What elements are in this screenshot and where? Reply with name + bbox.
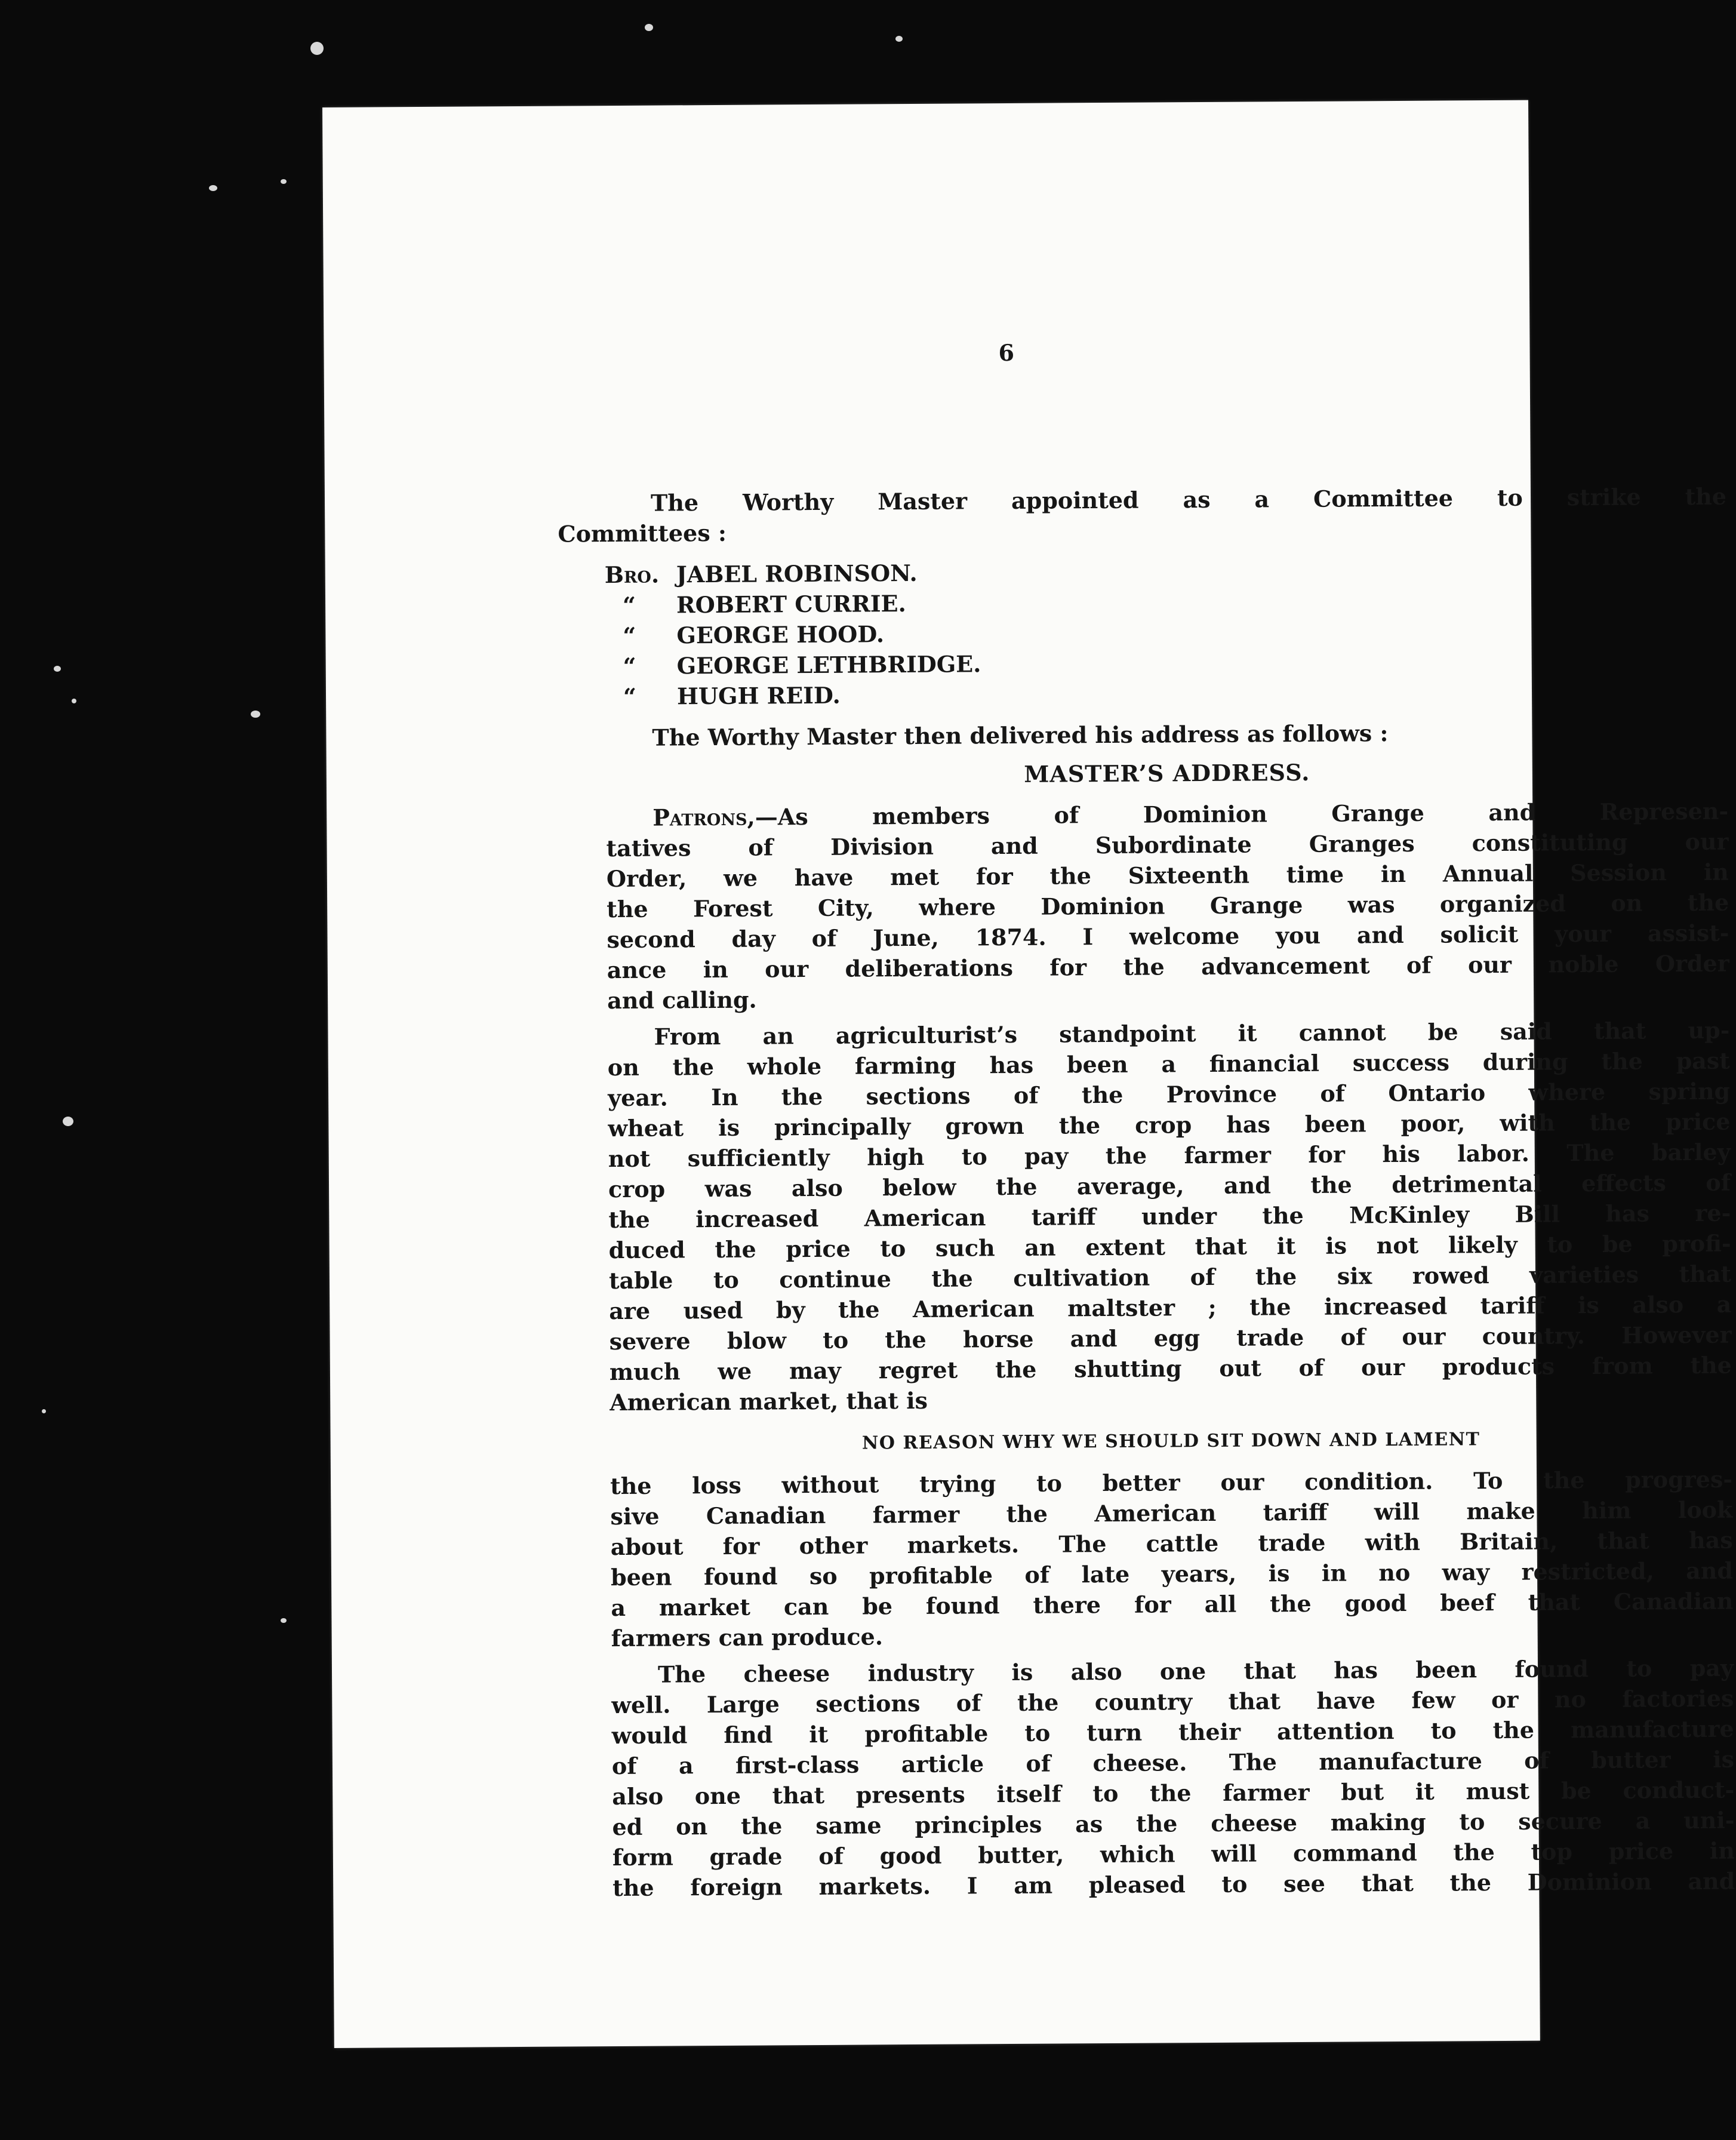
scan-speck [895, 36, 903, 42]
scan-speck [251, 711, 260, 718]
scan-speck [645, 24, 653, 31]
scan-speck [209, 185, 217, 191]
paragraph-line: second day of June, 1874. I welcome you and solicit your assist- [607, 919, 1729, 954]
paragraph-line: on the whole farming has been a financial success during the past [607, 1047, 1730, 1081]
paragraph-line: The cheese industry is also one that has been found to pay [657, 1654, 1734, 1688]
paragraph-line: farmers can produce. [611, 1623, 884, 1652]
paragraph-line: the loss without trying to better our condition. To the progres- [610, 1465, 1733, 1500]
paragraph-3 [610, 1464, 1734, 1653]
paragraph-lead: Patrons, [652, 803, 755, 831]
paragraph-line: ed on the same principles as the cheese making to secure a uni- [612, 1806, 1735, 1841]
paragraph-line: the foreign markets. I am pleased to see that the Dominion and [612, 1867, 1735, 1902]
paragraph-line: would find it profitable to turn their attention to the manufacture [611, 1715, 1734, 1749]
member-prefix: “ [623, 682, 637, 710]
paragraph-2 [607, 1015, 1732, 1418]
paragraph-1 [606, 796, 1729, 1016]
scan-speck [72, 699, 76, 703]
paragraph-line: duced the price to such an extent that it is not likely to be profi- [608, 1229, 1731, 1264]
paragraph-line: wheat is principally grown the crop has been poor, with the price [608, 1108, 1731, 1142]
paragraph-line: Order, we have met for the Sixteenth time in Annual Session in [606, 858, 1729, 893]
paragraph-line: table to continue the cultivation of the six rowed varieties that [608, 1260, 1732, 1295]
member-name: ROBERT CURRIE. [676, 590, 906, 619]
scan-speck [63, 1117, 73, 1126]
section-heading: MASTER’S ADDRESS. [1024, 758, 1310, 788]
scan-speck [281, 179, 287, 184]
paragraph-line: crop was also below the average, and the detrimental effects of [608, 1169, 1731, 1203]
member-prefix: “ [623, 622, 636, 649]
paragraph-line: much we may regret the shutting out of our products from the [609, 1351, 1732, 1386]
document-page [322, 100, 1735, 2048]
paragraph-line-text: —As members of Dominion Grange and Represen- [755, 797, 1729, 831]
paragraph-line: been found so profitable of late years, is in no way restricted, and [610, 1557, 1734, 1591]
paragraph-line: sive Canadian farmer the American tariff will make him look [610, 1496, 1733, 1530]
scan-speck [54, 666, 61, 672]
scan-speck [42, 1409, 46, 1413]
page-number: 6 [998, 339, 1015, 367]
delivered-text: The Worthy Master then delivered his address as follows : [652, 720, 1389, 751]
paragraph-line: well. Large sections of the country that have few or no factories [611, 1684, 1734, 1719]
section-subheading: NO REASON WHY WE SHOULD SIT DOWN AND LAMENT [861, 1429, 1480, 1454]
paragraph-line: are used by the American maltster ; the increased tariff is also a [609, 1290, 1732, 1325]
paragraph-line: about for other markets. The cattle trade with Britain, that has [610, 1526, 1733, 1561]
paragraph-line: a market can be found there for all the good beef that Canadian [611, 1587, 1734, 1622]
intro-line: Committees : [558, 519, 727, 548]
member-name: GEORGE LETHBRIDGE. [676, 650, 981, 679]
scan-speck [281, 1618, 287, 1623]
member-prefix: “ [622, 591, 636, 619]
committee-list [605, 553, 1728, 712]
paragraph-line: also one that presents itself to the farmer but it must be conduct- [612, 1776, 1735, 1810]
member-prefix: “ [623, 652, 636, 679]
member-name: JABEL ROBINSON. [676, 559, 918, 588]
delivered-line [605, 716, 1728, 753]
paragraph-line: severe blow to the horse and egg trade of our country. However [609, 1321, 1732, 1355]
intro-line: The Worthy Master appointed as a Committee to strike the [650, 482, 1727, 516]
paragraph-line: tatives of Division and Subordinate Granges constituting our [606, 828, 1729, 862]
member-name: HUGH REID. [676, 681, 841, 710]
paragraph-line: of a first-class article of cheese. The manufacture of butter is [611, 1745, 1735, 1780]
paragraph-line: American market, that is [610, 1386, 928, 1416]
paragraph-line: form grade of good butter, which will command the top price in [612, 1837, 1735, 1871]
paragraph-line: the increased American tariff under the McKinley Bill has re- [608, 1199, 1731, 1234]
scan-speck [310, 42, 324, 55]
paragraph-4 [611, 1653, 1735, 1903]
paragraph-line: the Forest City, where Dominion Grange was organized on the [607, 888, 1729, 923]
intro-paragraph [558, 481, 1727, 549]
paragraph-line: and calling. [607, 986, 757, 1014]
page-body [558, 481, 1735, 1903]
committee-member [605, 675, 1728, 712]
member-prefix: Bro. [604, 561, 660, 589]
paragraph-line: year. In the sections of the Province of Ontario where spring [608, 1077, 1731, 1112]
member-name: GEORGE HOOD. [676, 620, 885, 649]
paragraph-line: ance in our deliberations for the advancement of our noble Order [607, 949, 1729, 984]
paragraph-line: From an agriculturist’s standpoint it cannot be said that up- [654, 1016, 1730, 1050]
paragraph-line: not sufficiently high to pay the farmer for his labor. The barley [608, 1138, 1731, 1173]
